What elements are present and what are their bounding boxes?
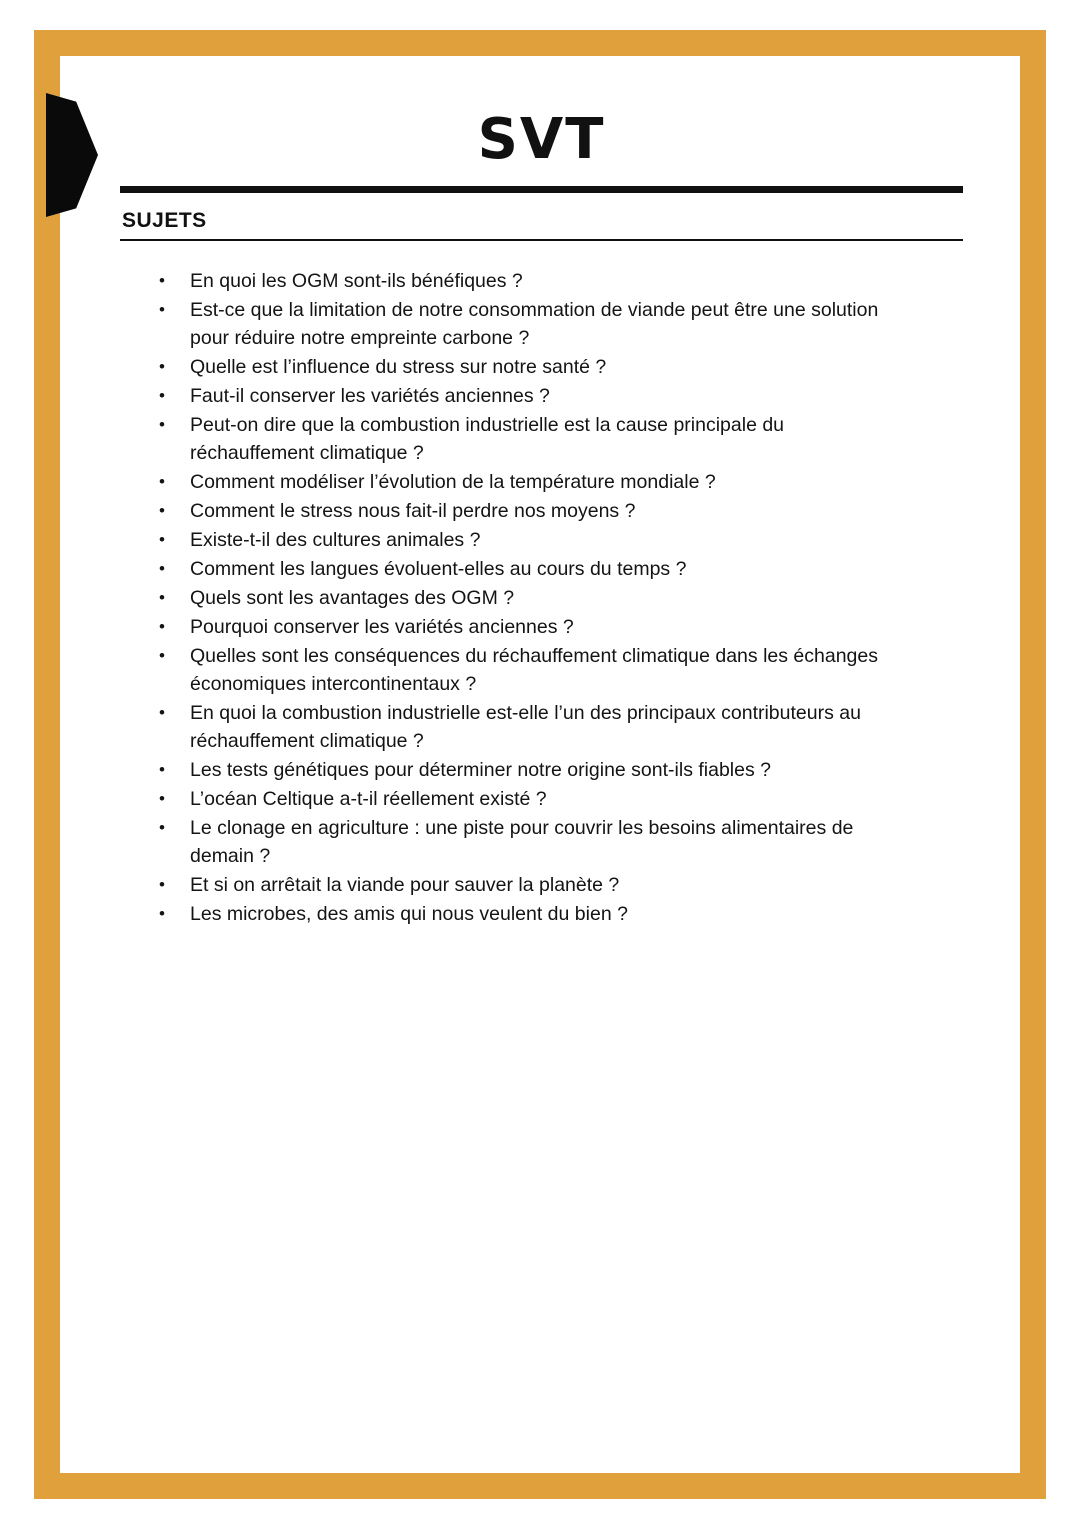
subject-list-item: • Comment modéliser l’évolution de la température mondiale ?: [190, 468, 910, 496]
subject-list-item: • Les tests génétiques pour déterminer notre origine sont-ils fiables ?: [190, 756, 910, 784]
section-underline: [120, 239, 963, 241]
page-content: [120, 108, 963, 929]
section-heading: SUJETS: [122, 209, 207, 233]
subject-list-item: • En quoi les OGM sont-ils bénéfiques ?: [190, 267, 910, 295]
subject-list-item: • Est-ce que la limitation de notre consommation de viande peut être une solution pour réduire notre empreinte carbone ?: [190, 296, 910, 352]
subject-list-item: • Peut-on dire que la combustion industrielle est la cause principale du réchauffement climatique ?: [190, 411, 910, 467]
subjects-list: [120, 267, 910, 928]
subject-list-item: • Existe-t-il des cultures animales ?: [190, 526, 910, 554]
page-title: SVT: [477, 107, 606, 172]
subject-list-item: • Quelle est l’influence du stress sur notre santé ?: [190, 353, 910, 381]
subject-list-item: • Le clonage en agriculture : une piste pour couvrir les besoins alimentaires de demain ?: [190, 814, 910, 870]
subject-list-item: • Comment le stress nous fait-il perdre nos moyens ?: [190, 497, 910, 525]
subject-list-item: • Quels sont les avantages des OGM ?: [190, 584, 910, 612]
subject-list-item: • Pourquoi conserver les variétés anciennes ?: [190, 613, 910, 641]
subject-list-item: • Et si on arrêtait la viande pour sauver la planète ?: [190, 871, 910, 899]
title-underline: [120, 186, 963, 193]
subject-list-item: • Faut-il conserver les variétés anciennes ?: [190, 382, 910, 410]
subject-list-item: • Quelles sont les conséquences du réchauffement climatique dans les échanges économiques intercontinentaux ?: [190, 642, 910, 698]
subject-list-item: • Comment les langues évoluent-elles au cours du temps ?: [190, 555, 910, 583]
subject-list-item: • En quoi la combustion industrielle est-elle l’un des principaux contributeurs au réchauffement climatique ?: [190, 699, 910, 755]
subject-list-item: • L’océan Celtique a-t-il réellement existé ?: [190, 785, 910, 813]
subject-list-item: • Les microbes, des amis qui nous veulent du bien ?: [190, 900, 910, 928]
